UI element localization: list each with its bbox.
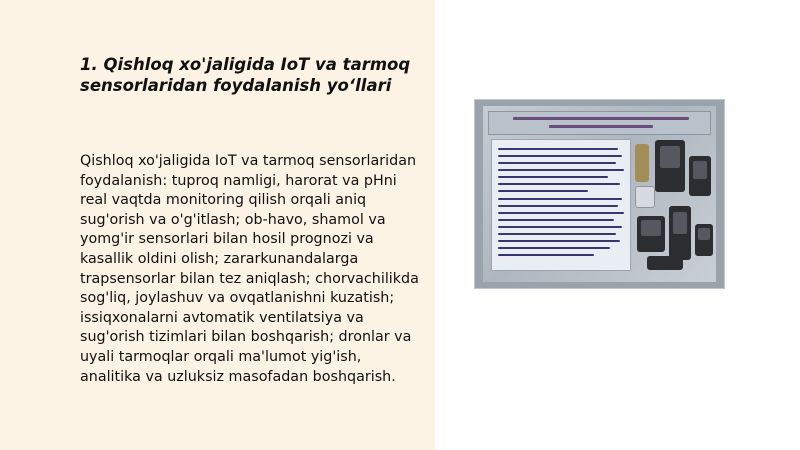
sensor-device-icon — [635, 186, 655, 208]
image-content — [483, 106, 716, 282]
sensor-device-icon — [689, 156, 711, 196]
sensor-device-icon — [637, 216, 665, 252]
image-text-block — [491, 139, 631, 271]
sensor-device-icon — [635, 144, 649, 182]
slide-title: 1. Qishloq xo'jaligida IoT va tarmoq sensorlaridan foydalanish yo‘llari — [80, 55, 411, 95]
sensor-device-icon — [695, 224, 713, 256]
slide-image — [475, 100, 724, 288]
body-text: Qishloq xo'jaligida IoT va tarmoq sensorlaridan foydalanish: tuproq namligi, harorat va pHni real vaqtda monitoring qilish orqali aniq sug'orish va o'g'itlash; ob-havo, shamol va yomg'ir sensorlari bilan hosil prognozi va kasallik oldini olish; zararkunandalarga trapsensorlar bilan tez aniqlash; chorvachilikda sog'liq, joylashuv va ovqatlanishni kuzatish; issiqxonalarni avtomatik ventilatsiya va sug'orish tizimlari bilan boshqarish; dronlar va uyali tarmoqlar orqali ma'lumot yig'ish, analitika va uzluksiz masofadan boshqarish. — [80, 153, 419, 385]
image-header-bar — [488, 111, 711, 135]
sensor-device-icon — [655, 140, 685, 192]
sensor-device-icon — [669, 206, 691, 260]
sensor-device-icon — [647, 256, 683, 270]
